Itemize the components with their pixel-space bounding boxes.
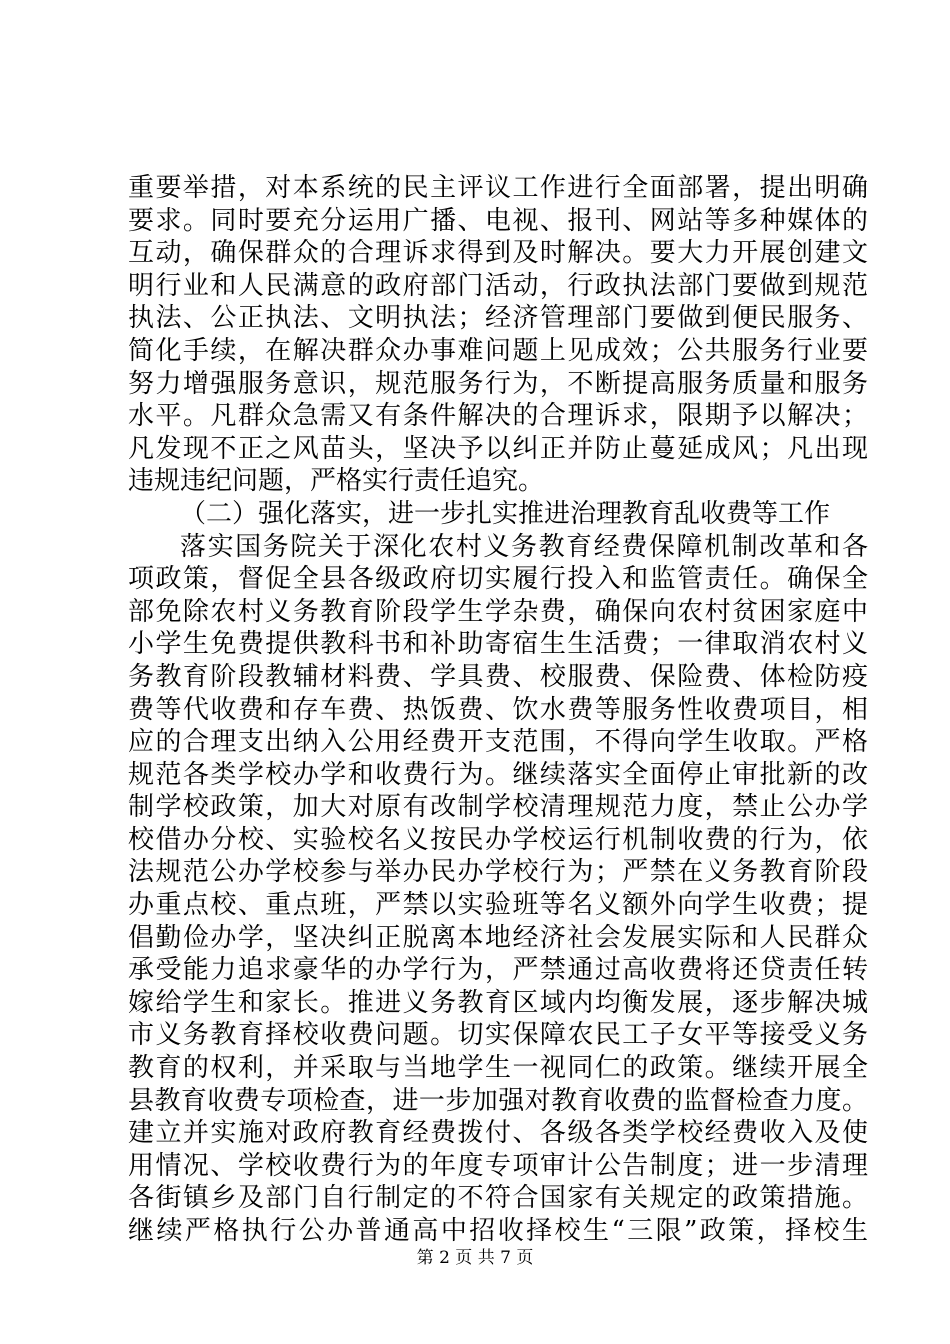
text-line: 努力增强服务意识，规范服务行为，不断提高服务质量和服务	[128, 368, 868, 399]
text-line: 倡勤俭办学，坚决纠正脱离本地经济社会发展实际和人民群众	[128, 922, 868, 953]
text-line: 制学校政策，加大对原有改制学校清理规范力度，禁止公办学	[128, 792, 868, 823]
text-line: 县教育收费专项检查，进一步加强对教育收费的监督检查力度。	[128, 1085, 868, 1116]
text-line: 明行业和人民满意的政府部门活动，行政执法部门要做到规范	[128, 270, 868, 301]
paragraph-education-fees	[128, 531, 868, 1248]
document-body	[128, 172, 868, 1248]
text-line: 落实国务院关于深化农村义务教育经费保障机制改革和各	[180, 531, 868, 562]
text-line: 水平。凡群众急需又有条件解决的合理诉求，限期予以解决；	[128, 401, 868, 432]
text-line: 办重点校、重点班，严禁以实验班等名义额外向学生收费；提	[128, 890, 868, 921]
text-line: 务教育阶段教辅材料费、学具费、校服费、保险费、体检防疫	[128, 661, 868, 692]
paragraph-democratic-review	[128, 172, 868, 498]
text-line: 部免除农村义务教育阶段学生学杂费，确保向农村贫困家庭中	[128, 596, 868, 627]
text-line: 教育的权利，并采取与当地学生一视同仁的政策。继续开展全	[128, 1053, 868, 1084]
text-line: 小学生免费提供教科书和补助寄宿生生活费；一律取消农村义	[128, 629, 868, 660]
text-line: 继续严格执行公办普通高中招收择校生“三限”政策，择校生	[128, 1216, 868, 1246]
text-line: 费等代收费和存车费、热饭费、饮水费等服务性收费项目，相	[128, 694, 868, 725]
page-number-footer: 第 2 页 共 7 页	[416, 1248, 534, 1268]
text-line: 互动，确保群众的合理诉求得到及时解决。要大力开展创建文	[128, 238, 868, 269]
text-line: 承受能力追求豪华的办学行为，严禁通过高收费将还贷责任转	[128, 955, 868, 986]
text-line: 应的合理支出纳入公用经费开支范围，不得向学生收取。严格	[128, 727, 868, 758]
text-line: 执法、公正执法、文明执法；经济管理部门要做到便民服务、	[128, 303, 868, 334]
text-line: 简化手续，在解决群众办事难问题上见成效；公共服务行业要	[128, 335, 868, 366]
text-line: 要求。同时要充分运用广播、电视、报刊、网站等多种媒体的	[128, 205, 868, 236]
section-heading: （二）强化落实，进一步扎实推进治理教育乱收费等工作	[180, 498, 831, 529]
text-line: 法规范公办学校参与举办民办学校行为；严禁在义务教育阶段	[128, 857, 868, 888]
text-line: 校借办分校、实验校名义按民办学校运行机制收费的行为，依	[128, 824, 868, 855]
text-line: 各街镇乡及部门自行制定的不符合国家有关规定的政策措施。	[128, 1183, 868, 1214]
text-line: 建立并实施对政府教育经费拨付、各级各类学校经费收入及使	[128, 1118, 868, 1149]
text-line: 项政策，督促全县各级政府切实履行投入和监管责任。确保全	[128, 564, 868, 595]
text-line: 规范各类学校办学和收费行为。继续落实全面停止审批新的改	[128, 759, 868, 790]
text-line: 用情况、学校收费行为的年度专项审计公告制度；进一步清理	[128, 1150, 868, 1181]
text-line: 违规违纪问题，严格实行责任追究。	[128, 466, 545, 497]
text-line: 凡发现不正之风苗头，坚决予以纠正并防止蔓延成风；凡出现	[128, 433, 868, 464]
text-line: 重要举措，对本系统的民主评议工作进行全面部署，提出明确	[128, 173, 868, 203]
text-line: 市义务教育择校收费问题。切实保障农民工子女平等接受义务	[128, 1020, 868, 1051]
text-line: 嫁给学生和家长。推进义务教育区域内均衡发展，逐步解决城	[128, 987, 868, 1018]
